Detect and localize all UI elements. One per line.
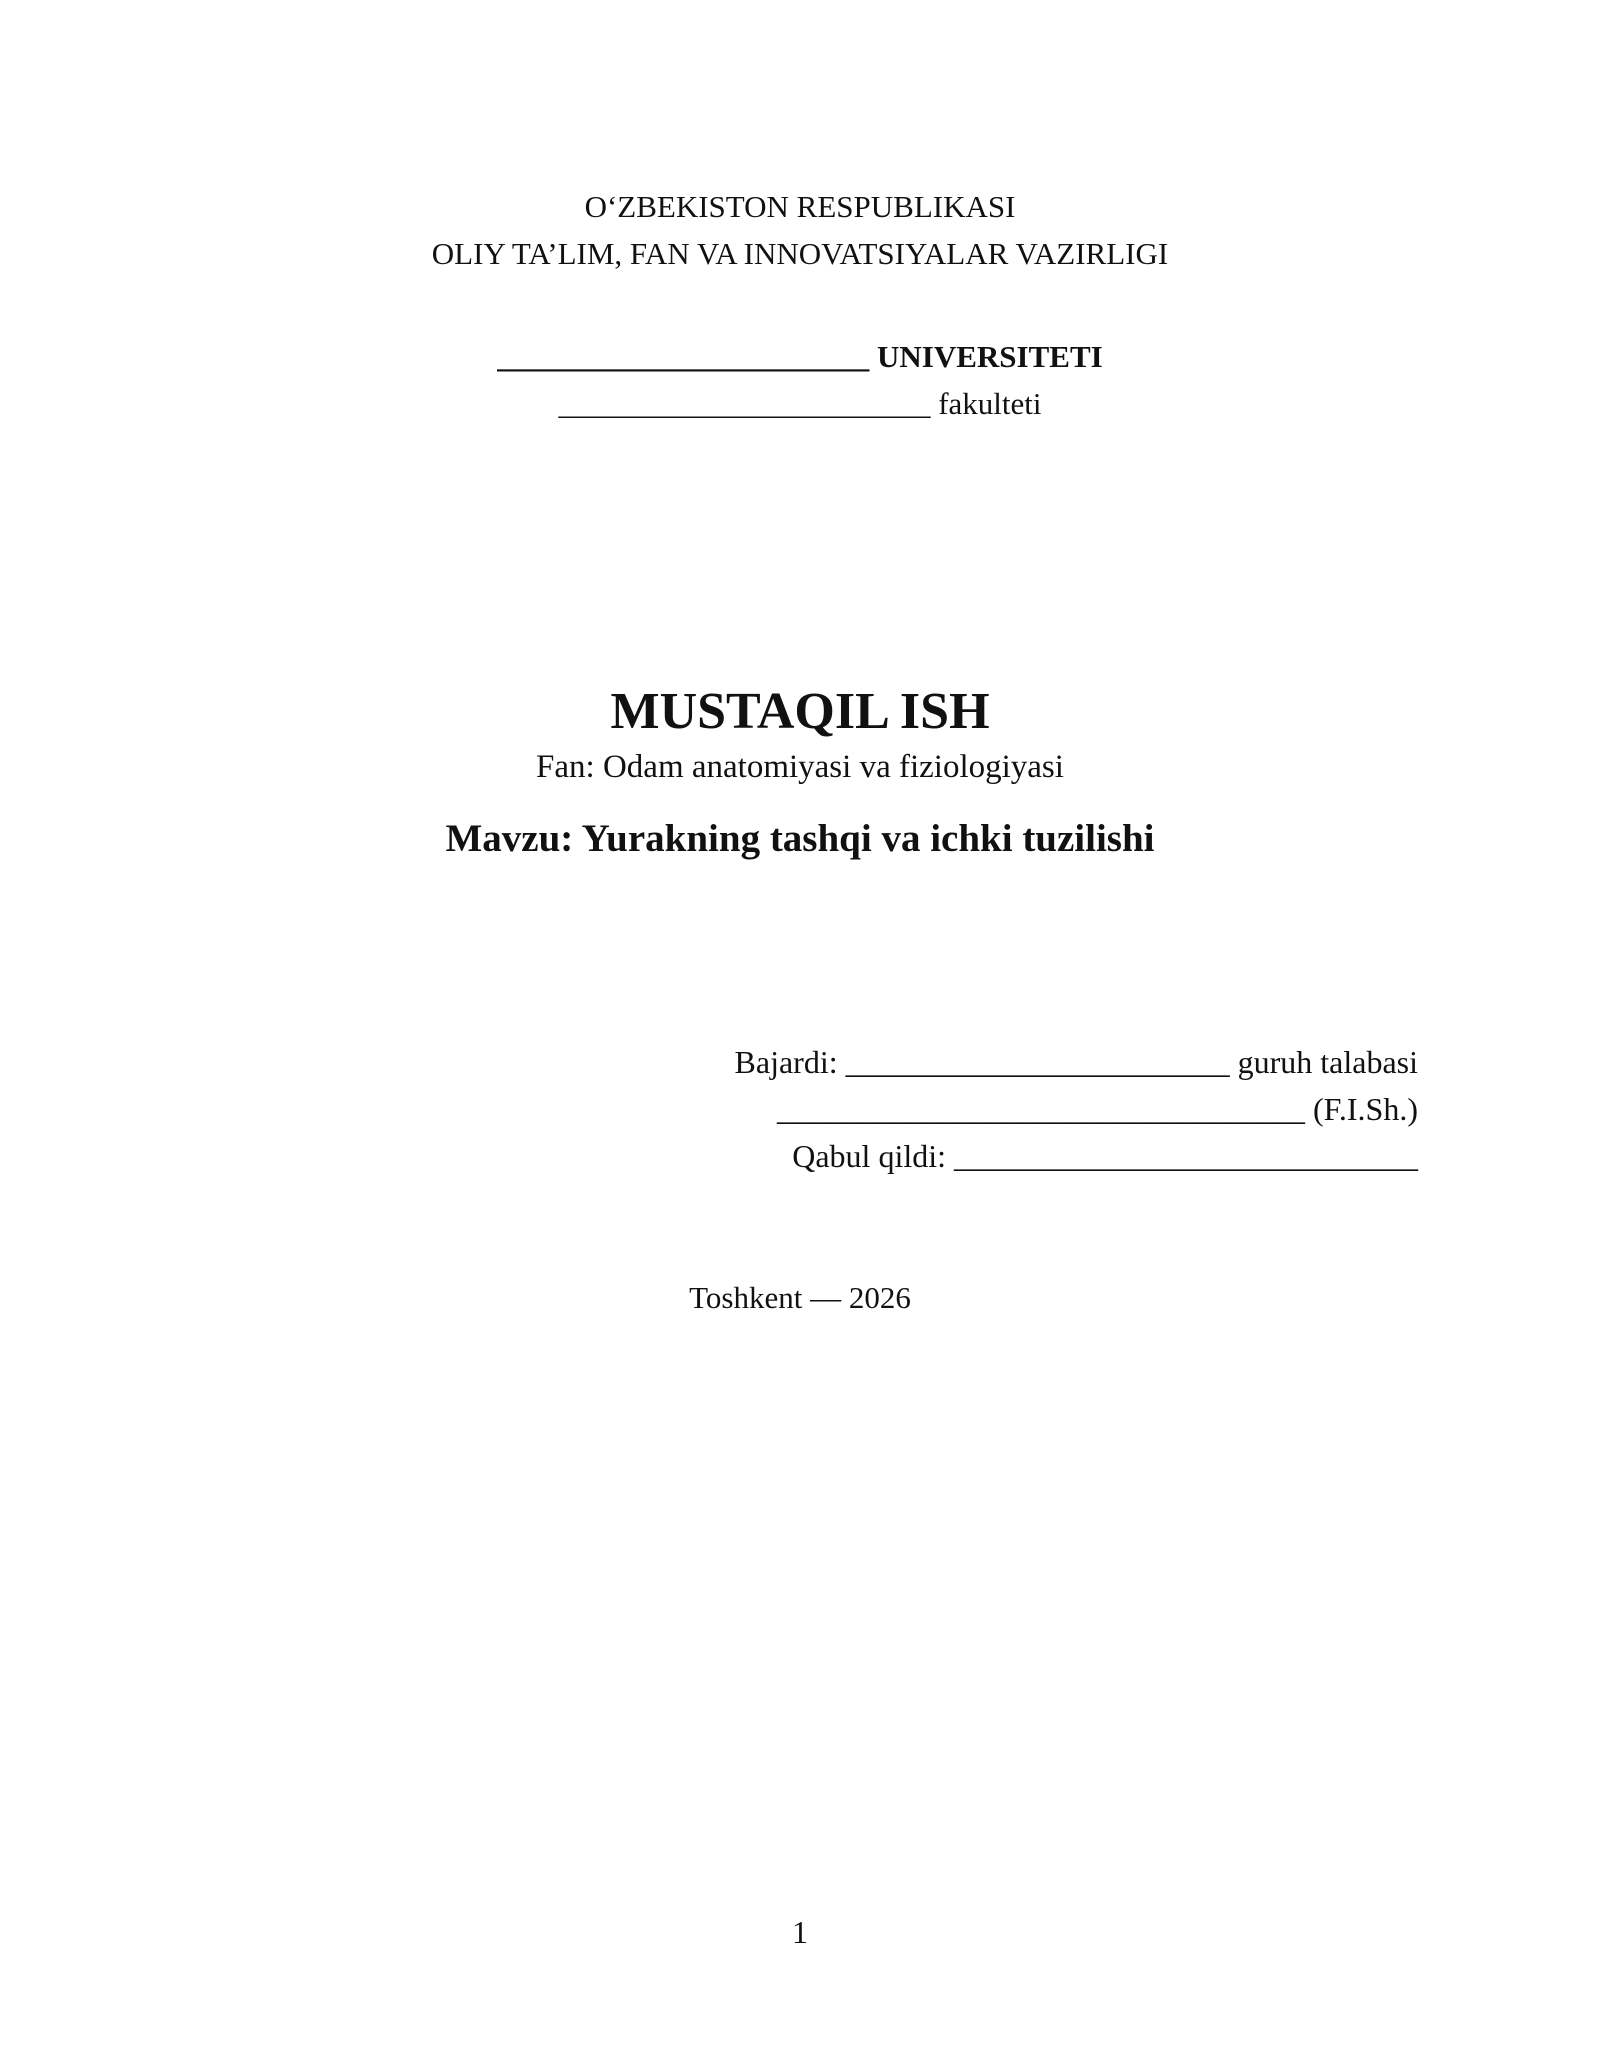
topic-line: Mavzu: Yurakning tashqi va ichki tuzilishi <box>445 817 1155 860</box>
faculty-line: ________________________ fakulteti <box>558 386 1042 421</box>
document-title: MUSTAQIL ISH <box>610 683 990 740</box>
accepted-by-line: Qabul qildi: _____________________________ <box>792 1138 1418 1174</box>
city-year: Toshkent — 2026 <box>689 1280 911 1315</box>
full-name-line: _________________________________ (F.I.Sh.) <box>777 1091 1418 1127</box>
university-line: ________________________ UNIVERSITETI <box>497 339 1103 374</box>
subject-line: Fan: Odam anatomiyasi va fiziologiyasi <box>536 749 1064 785</box>
ministry-name: OLIY TA’LIM, FAN VA INNOVATSIYALAR VAZIRLIGI <box>431 236 1169 271</box>
country-name: O‘ZBEKISTON RESPUBLIKASI <box>584 189 1016 224</box>
page-number: 1 <box>792 1914 808 1950</box>
performed-by-line: Bajardi: ________________________ guruh talabasi <box>734 1044 1418 1080</box>
